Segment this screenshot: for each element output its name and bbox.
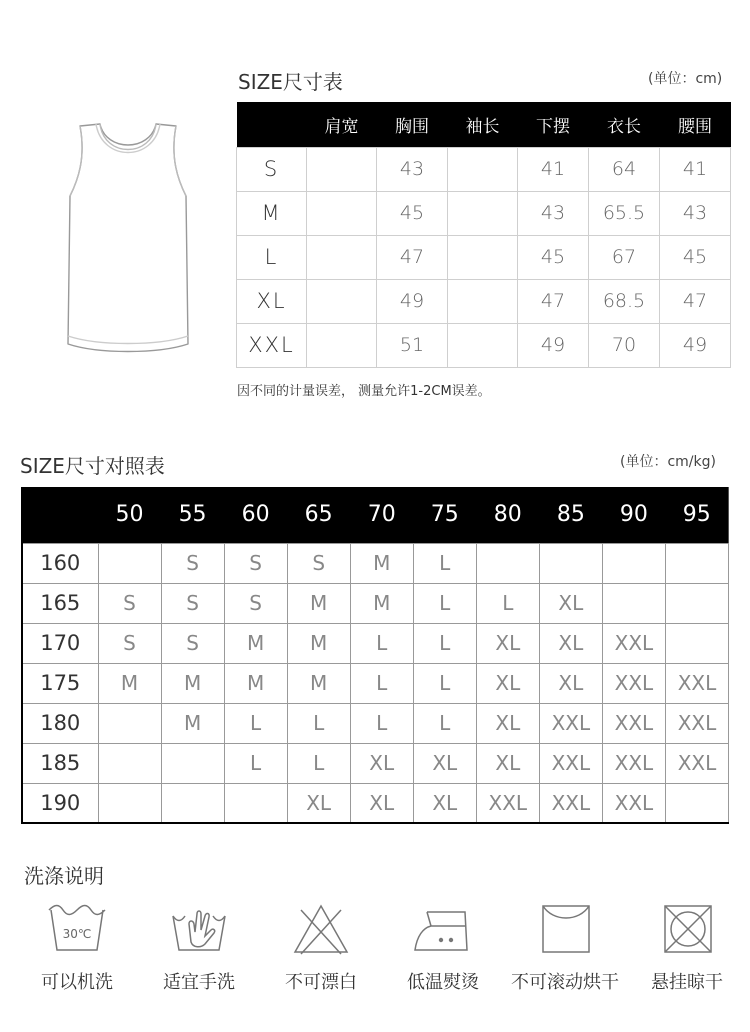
table-cell: 41 <box>518 147 589 191</box>
table-cell: 49 <box>660 323 731 367</box>
table-row <box>237 235 731 279</box>
care-item-iron-low <box>381 902 505 994</box>
table-row <box>237 279 731 323</box>
table-cell: 47 <box>518 279 589 323</box>
size-cell: XXL <box>539 743 602 783</box>
table-row <box>237 147 731 191</box>
size-cell: XL <box>413 783 476 823</box>
table-row <box>22 703 729 743</box>
no-tumble-dry-icon <box>533 902 597 956</box>
table-row <box>237 323 731 367</box>
size-cell: XL <box>476 743 539 783</box>
size-cell: XXL <box>665 703 728 743</box>
hang-dry-icon <box>655 902 719 956</box>
reference-table-header <box>22 487 729 543</box>
height-label: 190 <box>22 783 98 823</box>
table-row <box>22 543 729 583</box>
size-label: XL <box>237 279 307 323</box>
table-cell: 64 <box>589 147 660 191</box>
size-cell: XL <box>350 783 413 823</box>
table-cell: 45 <box>377 191 448 235</box>
measurement-note: 因不同的计量误差， 测量允许1-2CM误差。 <box>237 384 491 399</box>
size-cell: M <box>350 583 413 623</box>
table-row <box>22 623 729 663</box>
size-cell <box>665 783 728 823</box>
table-cell <box>448 323 518 367</box>
size-cell: XL <box>539 663 602 703</box>
size-cell: S <box>98 583 161 623</box>
size-cell <box>665 583 728 623</box>
size-cell: XL <box>287 783 350 823</box>
table-row <box>22 663 729 703</box>
size-cell: M <box>287 623 350 663</box>
height-label: 165 <box>22 583 98 623</box>
weight-header: 65 <box>287 487 350 543</box>
table-cell: 65.5 <box>589 191 660 235</box>
size-cell: XL <box>539 583 602 623</box>
table-row <box>22 583 729 623</box>
size-cell: XXL <box>539 783 602 823</box>
size-label: L <box>237 235 307 279</box>
size-cell: XXL <box>602 783 665 823</box>
care-label: 适宜手洗 <box>163 972 235 993</box>
table-cell: 47 <box>377 235 448 279</box>
reference-chart-title: SIZE尺寸对照表 <box>20 454 165 478</box>
size-cell: XL <box>476 703 539 743</box>
size-cell: M <box>161 663 224 703</box>
size-cell: XXL <box>539 703 602 743</box>
table-cell: 70 <box>589 323 660 367</box>
size-table-header <box>237 102 731 147</box>
table-cell: 49 <box>518 323 589 367</box>
size-cell: L <box>413 623 476 663</box>
care-label: 不可滚动烘干 <box>511 972 619 993</box>
size-cell: XXL <box>602 663 665 703</box>
care-item-no-bleach <box>259 902 383 994</box>
size-cell: L <box>350 703 413 743</box>
no-bleach-icon <box>289 902 353 956</box>
size-label: S <box>237 147 307 191</box>
size-cell: M <box>224 663 287 703</box>
table-cell <box>307 323 377 367</box>
size-cell: XXL <box>476 783 539 823</box>
column-header: 胸围 <box>377 102 448 147</box>
size-cell: S <box>161 623 224 663</box>
table-row <box>22 743 729 783</box>
size-cell: XXL <box>602 703 665 743</box>
care-item-machine-wash <box>15 902 139 994</box>
size-cell <box>665 543 728 583</box>
weight-header: 60 <box>224 487 287 543</box>
size-cell: S <box>287 543 350 583</box>
size-cell <box>539 543 602 583</box>
height-label: 160 <box>22 543 98 583</box>
table-cell: 68.5 <box>589 279 660 323</box>
size-cell: L <box>413 543 476 583</box>
size-cell: S <box>98 623 161 663</box>
table-cell <box>448 279 518 323</box>
column-header: 下摆 <box>518 102 589 147</box>
size-cell: S <box>161 543 224 583</box>
size-cell: M <box>350 543 413 583</box>
size-cell: L <box>224 703 287 743</box>
size-cell: S <box>224 583 287 623</box>
weight-header: 75 <box>413 487 476 543</box>
size-cell: XL <box>413 743 476 783</box>
machine-wash-30-icon <box>45 902 109 956</box>
size-cell: L <box>413 703 476 743</box>
size-cell <box>161 783 224 823</box>
reference-chart-unit: (单位：cm/kg) <box>620 454 716 470</box>
weight-header: 55 <box>161 487 224 543</box>
size-cell: L <box>287 743 350 783</box>
height-label: 170 <box>22 623 98 663</box>
size-cell <box>161 743 224 783</box>
table-row <box>22 783 729 823</box>
size-cell: XXL <box>665 743 728 783</box>
size-chart-table <box>236 102 731 368</box>
size-chart-title: SIZE尺寸表 <box>238 70 343 94</box>
size-cell <box>98 783 161 823</box>
iron-low-icon <box>411 902 475 956</box>
size-cell: XL <box>476 623 539 663</box>
tank-top-icon <box>58 118 198 358</box>
size-cell: L <box>224 743 287 783</box>
weight-header: 85 <box>539 487 602 543</box>
table-cell <box>307 279 377 323</box>
care-item-hand-wash <box>137 902 261 994</box>
table-cell: 51 <box>377 323 448 367</box>
table-cell: 49 <box>377 279 448 323</box>
care-label: 不可漂白 <box>285 972 357 993</box>
table-cell: 43 <box>660 191 731 235</box>
size-cell <box>602 583 665 623</box>
weight-header: 70 <box>350 487 413 543</box>
size-cell: M <box>224 623 287 663</box>
size-cell: L <box>350 623 413 663</box>
table-cell <box>448 147 518 191</box>
table-cell: 45 <box>660 235 731 279</box>
column-header <box>237 102 307 147</box>
size-label: M <box>237 191 307 235</box>
care-item-no-tumble-dry <box>503 902 627 994</box>
weight-header: 95 <box>665 487 728 543</box>
table-cell <box>307 147 377 191</box>
table-row <box>237 191 731 235</box>
size-cell: L <box>287 703 350 743</box>
size-cell: XL <box>476 663 539 703</box>
care-title: 洗涤说明 <box>24 864 104 888</box>
size-cell: XL <box>350 743 413 783</box>
table-cell <box>448 235 518 279</box>
care-label: 可以机洗 <box>41 972 113 993</box>
table-cell: 67 <box>589 235 660 279</box>
size-cell: M <box>287 663 350 703</box>
size-cell <box>224 783 287 823</box>
table-cell: 45 <box>518 235 589 279</box>
corner-header <box>22 487 98 543</box>
table-cell <box>307 235 377 279</box>
size-cell: XXL <box>665 663 728 703</box>
care-item-hang-dry <box>625 902 749 994</box>
table-cell: 43 <box>518 191 589 235</box>
column-header: 肩宽 <box>307 102 377 147</box>
size-cell <box>98 703 161 743</box>
height-label: 175 <box>22 663 98 703</box>
size-cell: XL <box>539 623 602 663</box>
table-cell: 41 <box>660 147 731 191</box>
size-cell: XXL <box>602 743 665 783</box>
size-cell: S <box>161 583 224 623</box>
table-cell: 43 <box>377 147 448 191</box>
size-cell <box>476 543 539 583</box>
weight-header: 50 <box>98 487 161 543</box>
size-cell <box>665 623 728 663</box>
care-label: 悬挂晾干 <box>651 972 723 993</box>
size-cell: L <box>413 583 476 623</box>
table-cell: 47 <box>660 279 731 323</box>
column-header: 衣长 <box>589 102 660 147</box>
size-cell: M <box>161 703 224 743</box>
table-cell <box>307 191 377 235</box>
size-cell: M <box>287 583 350 623</box>
column-header: 腰围 <box>660 102 731 147</box>
table-cell <box>448 191 518 235</box>
wash-temperature: 30℃ <box>62 927 92 941</box>
column-header: 袖长 <box>448 102 518 147</box>
size-cell <box>98 543 161 583</box>
hand-wash-icon <box>167 902 231 956</box>
height-label: 185 <box>22 743 98 783</box>
weight-header: 80 <box>476 487 539 543</box>
size-cell: L <box>413 663 476 703</box>
weight-header: 90 <box>602 487 665 543</box>
size-chart-unit: (单位：cm) <box>648 71 723 87</box>
reference-chart-table <box>21 487 729 824</box>
size-cell: S <box>224 543 287 583</box>
size-cell: L <box>350 663 413 703</box>
size-cell: M <box>98 663 161 703</box>
size-cell <box>602 543 665 583</box>
care-label: 低温熨烫 <box>407 972 479 993</box>
size-cell <box>98 743 161 783</box>
size-cell: XXL <box>602 623 665 663</box>
size-label: XXL <box>237 323 307 367</box>
height-label: 180 <box>22 703 98 743</box>
size-cell: L <box>476 583 539 623</box>
